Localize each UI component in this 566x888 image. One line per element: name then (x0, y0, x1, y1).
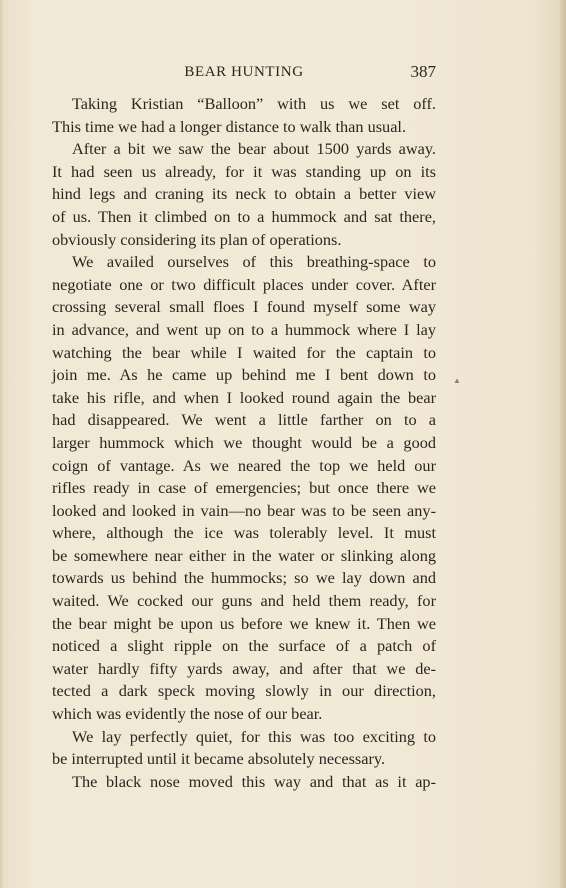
text-line: noticed a slight ripple on the surface of a patch of (52, 636, 436, 656)
paragraph-2 (52, 138, 436, 251)
text-line: watching the bear while I waited for the captain to (52, 342, 436, 362)
page-number: 387 (410, 62, 436, 81)
text-line: had disappeared. We went a little farther on to a (52, 410, 436, 430)
text-line: We availed ourselves of this breathing-space to (72, 252, 436, 272)
paragraph-3 (52, 251, 436, 725)
paragraph-5 (52, 771, 436, 794)
text-line: hind legs and craning its neck to obtain a better view (52, 184, 436, 204)
text-line: in advance, and went up on to a hummock where I lay (52, 319, 436, 339)
text-line: It had seen us already, for it was standing up on its (52, 161, 436, 181)
text-line: towards us behind the hummocks; so we lay down and (52, 568, 436, 588)
text-line: negotiate one or two difficult places under cover. After (52, 274, 436, 294)
text-line: obviously considering its plan of operations. (52, 229, 342, 249)
paragraph-1 (52, 93, 436, 138)
running-head: BEAR HUNTING (184, 64, 304, 80)
text-line: tected a dark speck moving slowly in our direction, (52, 681, 436, 701)
paragraph-4 (52, 726, 436, 771)
body-text (52, 93, 436, 793)
text-line: We lay perfectly quiet, for this was too exciting to (72, 726, 436, 746)
text-line: water hardly fifty yards away, and after that we de- (52, 658, 436, 678)
paper-speck-mark: ▲ (453, 376, 461, 385)
page-gutter-shadow (0, 0, 4, 888)
page-header (52, 62, 436, 84)
text-line: Taking Kristian “Balloon” with us we set off. (72, 94, 436, 113)
text-line: join me. As he came up behind me I bent down to (52, 365, 436, 385)
text-line: rifles ready in case of emergencies; but once there we (52, 478, 436, 498)
text-line: be somewhere near either in the water or slinking along (52, 545, 436, 565)
text-line: looked and looked in vain—no bear was to be seen any- (52, 500, 436, 520)
text-line: The black nose moved this way and that as it ap- (72, 771, 436, 791)
text-line: larger hummock which we thought would be a good (52, 432, 436, 452)
text-line: After a bit we saw the bear about 1500 yards away. (72, 139, 436, 159)
text-line: waited. We cocked our guns and held them ready, for (52, 591, 436, 611)
text-line: This time we had a longer distance to walk than usual. (52, 116, 407, 136)
page-edge (560, 0, 566, 888)
text-line: crossing several small floes I found myself some way (52, 297, 436, 317)
text-line: the bear might be upon us before we knew it. Then we (52, 613, 436, 633)
text-line: be interrupted until it became absolutely necessary. (52, 749, 386, 769)
text-line: take his rifle, and when I looked round again the bear (52, 387, 436, 407)
text-line: where, although the ice was tolerably level. It must (52, 523, 436, 543)
text-line: coign of vantage. As we neared the top we held our (52, 455, 436, 475)
text-line: which was evidently the nose of our bear. (52, 704, 323, 724)
text-line: of us. Then it climbed on to a hummock and sat there, (52, 206, 436, 226)
